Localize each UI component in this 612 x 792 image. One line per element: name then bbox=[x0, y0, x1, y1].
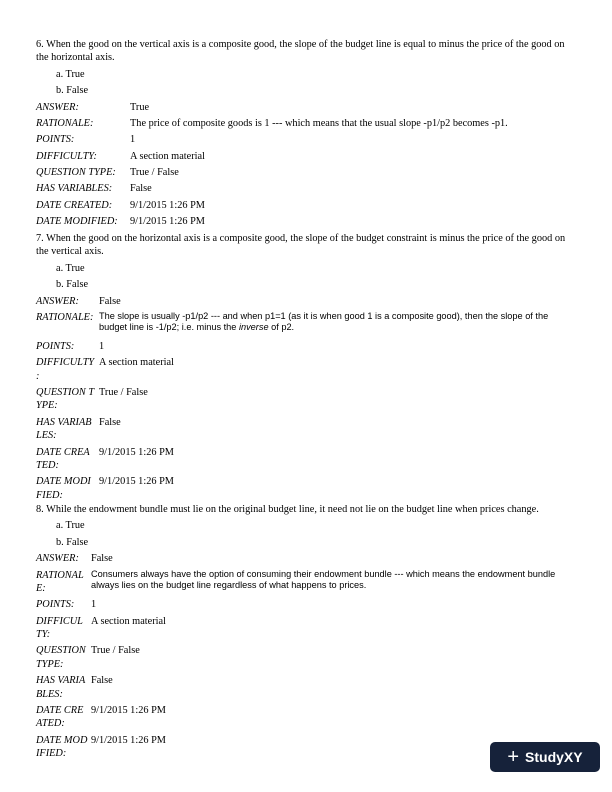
points-row bbox=[36, 340, 576, 353]
has-variables-label: HAS VARIABLES: bbox=[36, 183, 113, 195]
option-false: b. False bbox=[56, 536, 89, 548]
option-false: b. False bbox=[56, 85, 89, 97]
points-label: POINTS: bbox=[36, 134, 75, 146]
date-modified-label: DATE MOD IFIED: bbox=[36, 734, 88, 759]
brand-text: StudyXY bbox=[525, 748, 583, 765]
rationale-row bbox=[36, 311, 576, 334]
option-false: b. False bbox=[56, 279, 89, 291]
difficulty-label: DIFFICULTY : bbox=[36, 357, 95, 382]
rationale-label: RATIONALE: bbox=[36, 117, 94, 129]
date-created-label: DATE CREA TED: bbox=[36, 446, 90, 471]
answer-label: ANSWER: bbox=[36, 553, 79, 565]
difficulty-label: DIFFICULTY: bbox=[36, 150, 97, 162]
points-row bbox=[36, 598, 576, 611]
rationale-row bbox=[36, 569, 576, 596]
points-value: 1 bbox=[99, 340, 105, 352]
points-label: POINTS: bbox=[36, 599, 75, 611]
date-modified-row bbox=[36, 215, 576, 228]
has-variables-row bbox=[36, 416, 576, 443]
question-8 bbox=[36, 503, 576, 760]
question-type-value: True / False bbox=[99, 387, 148, 398]
date-modified-value: 9/1/2015 1:26 PM bbox=[91, 734, 166, 746]
points-row bbox=[36, 133, 576, 146]
difficulty-value: A section material bbox=[99, 357, 174, 369]
answer-value: False bbox=[91, 553, 113, 565]
answer-row bbox=[36, 101, 576, 114]
question-type-value: True / False bbox=[91, 645, 140, 657]
rationale-value: Consumers always have the option of consuming their endowment bundle --- which means the endowment bundle always lies on the budget line regardless of what happens to prices. bbox=[91, 568, 556, 590]
has-variables-label: HAS VARIA BLES: bbox=[36, 675, 86, 700]
date-created-row bbox=[36, 446, 576, 473]
difficulty-value: A section material bbox=[130, 150, 205, 162]
difficulty-row bbox=[36, 615, 576, 642]
points-label: POINTS: bbox=[36, 340, 75, 352]
option-true: a. True bbox=[56, 520, 85, 532]
points-value: 1 bbox=[91, 599, 97, 611]
has-variables-value: False bbox=[99, 416, 121, 428]
option-true: a. True bbox=[56, 68, 85, 80]
question-type-row bbox=[36, 386, 576, 413]
question-type-label: QUESTION T YPE: bbox=[36, 387, 95, 412]
difficulty-value: A section material bbox=[91, 615, 166, 627]
rationale-emphasis: inverse bbox=[238, 322, 269, 333]
date-modified-value: 9/1/2015 1:26 PM bbox=[99, 476, 174, 488]
answer-label: ANSWER: bbox=[36, 295, 79, 307]
answer-value: False bbox=[99, 295, 121, 307]
date-created-row bbox=[36, 704, 576, 731]
question-6 bbox=[36, 38, 576, 229]
date-created-label: DATE CREATED: bbox=[36, 199, 113, 211]
rationale-row bbox=[36, 117, 576, 130]
has-variables-label: HAS VARIAB LES: bbox=[36, 416, 92, 442]
question-7-text: 7. When the good on the horizontal axis is a composite good, the slope of the budget constraint is minus the price of the good on the vertical axis. bbox=[36, 233, 566, 258]
question-type-row bbox=[36, 166, 576, 179]
question-type-value: True / False bbox=[130, 167, 179, 178]
has-variables-row bbox=[36, 182, 576, 195]
date-created-label: DATE CRE ATED: bbox=[36, 704, 84, 730]
rationale-label: RATIONAL E: bbox=[36, 569, 84, 594]
option-true: a. True bbox=[56, 262, 85, 274]
difficulty-row bbox=[36, 356, 576, 383]
date-created-row bbox=[36, 199, 576, 212]
plus-icon: + bbox=[507, 746, 520, 768]
answer-label: ANSWER: bbox=[36, 101, 79, 113]
rationale-value: The price of composite goods is 1 --- which means that the usual slope -p1/p2 becomes -p1. bbox=[130, 117, 508, 129]
date-modified-label: DATE MODI FIED: bbox=[36, 476, 91, 501]
question-type-label: QUESTION TYPE: bbox=[36, 645, 86, 670]
date-modified-value: 9/1/2015 1:26 PM bbox=[130, 216, 205, 228]
question-8-text: 8. While the endowment bundle must lie on the original budget line, it need not lie on the budget line when prices change. bbox=[36, 504, 539, 515]
rationale-label: RATIONALE: bbox=[36, 311, 94, 323]
question-type-row bbox=[36, 644, 576, 671]
answer-value: True bbox=[130, 101, 150, 113]
points-value: 1 bbox=[130, 134, 136, 146]
date-modified-row bbox=[36, 475, 576, 502]
rationale-value: The slope is usually -p1/p2 --- and when p1=1 (as it is when good 1 is a composite good), then the slope of the budget line is -1/p2; i.e. minus the inverse of p2. bbox=[99, 310, 549, 333]
answer-row bbox=[36, 552, 576, 565]
has-variables-value: False bbox=[91, 675, 113, 687]
date-created-value: 9/1/2015 1:26 PM bbox=[99, 446, 174, 458]
question-7 bbox=[36, 232, 576, 502]
has-variables-value: False bbox=[130, 183, 152, 195]
question-6-text: 6. When the good on the vertical axis is a composite good, the slope of the budget line is equal to minus the price of the good on the horizontal axis. bbox=[36, 39, 565, 64]
date-created-value: 9/1/2015 1:26 PM bbox=[91, 704, 166, 716]
studyxy-logo[interactable] bbox=[490, 742, 600, 772]
difficulty-label: DIFFICUL TY: bbox=[36, 615, 83, 640]
date-modified-label: DATE MODIFIED: bbox=[36, 216, 118, 228]
date-created-value: 9/1/2015 1:26 PM bbox=[130, 199, 205, 211]
question-type-label: QUESTION TYPE: bbox=[36, 167, 116, 178]
has-variables-row bbox=[36, 674, 576, 701]
difficulty-row bbox=[36, 150, 576, 163]
answer-row bbox=[36, 295, 576, 308]
